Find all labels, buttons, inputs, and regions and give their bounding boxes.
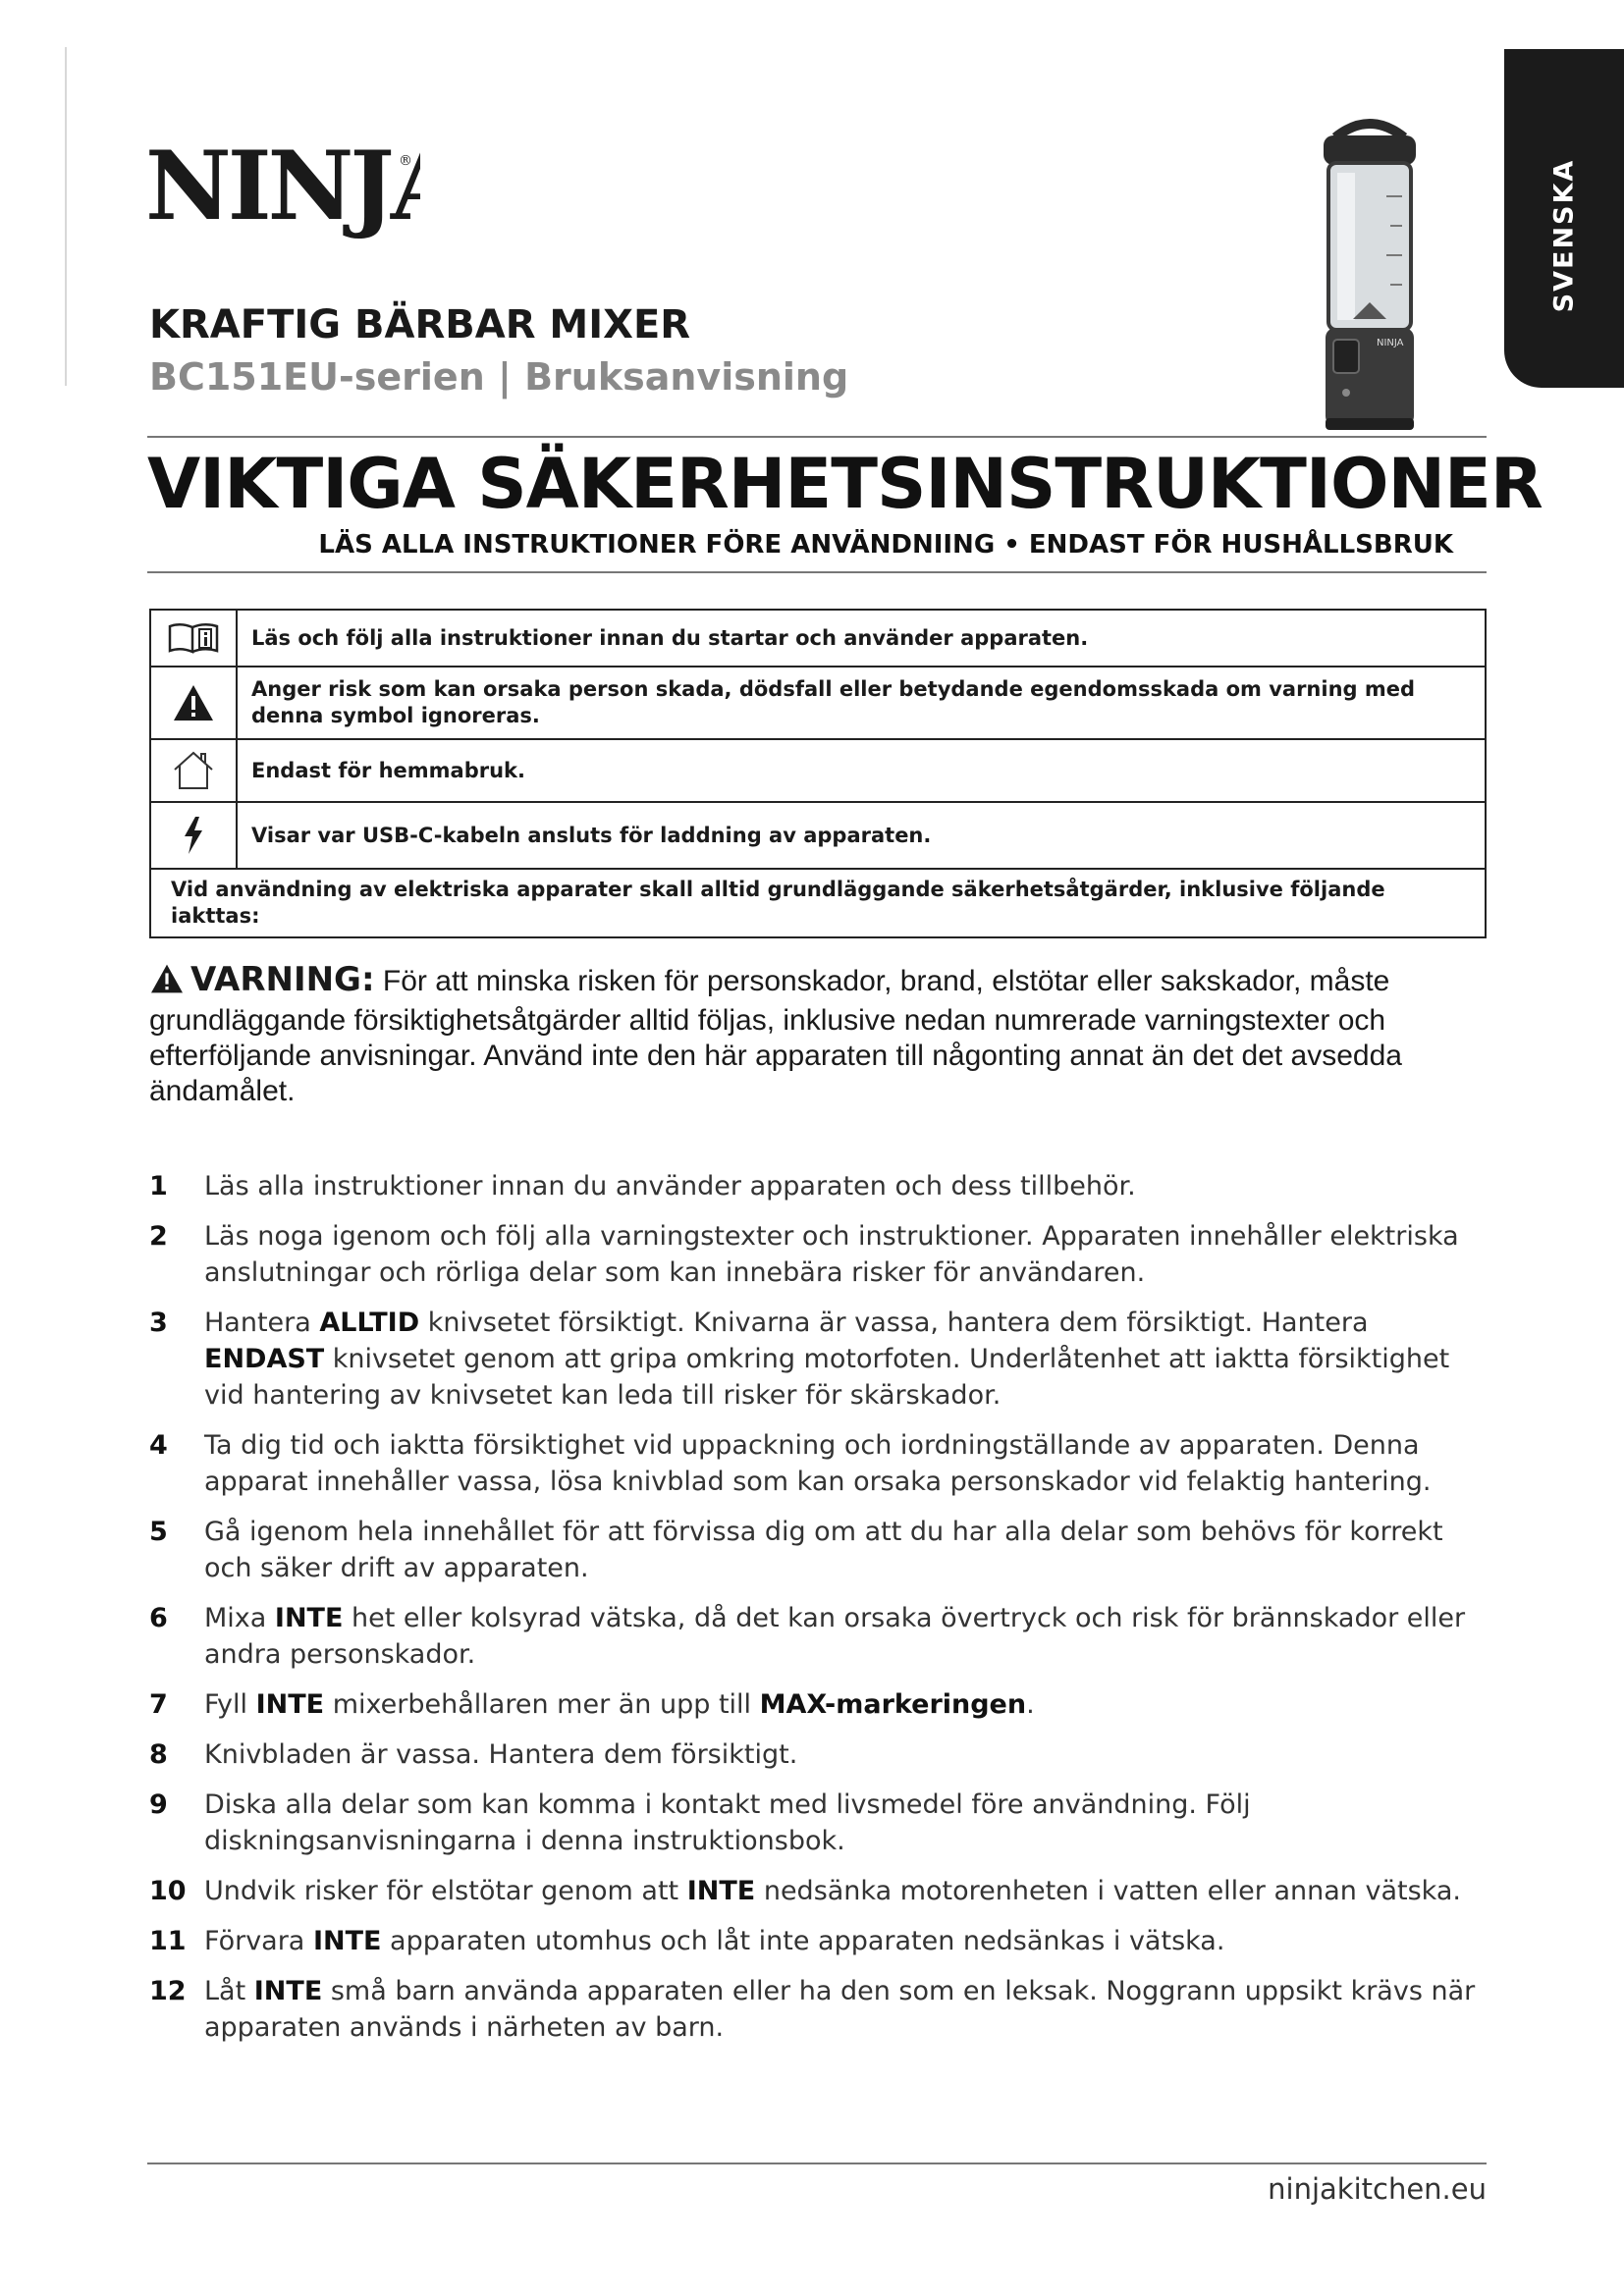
instruction-item bbox=[149, 1686, 1494, 1723]
instruction-number: 4 bbox=[149, 1430, 168, 1461]
symbol-table bbox=[149, 609, 1487, 938]
instruction-emphasis: INTE bbox=[686, 1876, 756, 1906]
warning-triangle-icon bbox=[151, 667, 238, 738]
instruction-text-part: Ta dig tid och iaktta försiktighet vid uppackning och iordningställande av apparaten. Denna apparat innehåller vassa, lösa knivblad som kan orsaka personskador vid felaktig hantering. bbox=[204, 1430, 1432, 1497]
instruction-text-part: Gå igenom hela innehållet för att förvissa dig om att du har alla delar som behövs för korrekt och säker drift av apparaten. bbox=[204, 1517, 1443, 1583]
footer-url: ninjakitchen.eu bbox=[1268, 2172, 1487, 2206]
instruction-number: 1 bbox=[149, 1171, 168, 1201]
warning-text: För att minska risken för personskador, brand, elstötar eller sakskador, måste grundläggande försiktighetsåtgärder alltid följas, inklusive nedan numrerade varningstexter och efterföljande anvisningar. Använd inte den här apparaten till någonting annat än det det avsedda ändamålet. bbox=[149, 965, 1402, 1107]
series-subtitle: BC151EU-serien | Bruksanvisning bbox=[149, 355, 849, 399]
symbol-text: Endast för hemmabruk. bbox=[251, 758, 525, 782]
product-image bbox=[1296, 118, 1443, 442]
instruction-item bbox=[149, 1787, 1494, 1859]
safety-title: VIKTIGA SÄKERHETSINSTRUKTIONER bbox=[147, 444, 1543, 524]
instruction-number: 6 bbox=[149, 1603, 168, 1633]
svg-text:NINJA: NINJA bbox=[1377, 338, 1404, 348]
instruction-text-part: nedsänka motorenheten i vatten eller annan vätska. bbox=[755, 1876, 1461, 1906]
instruction-text-part: Förvara bbox=[204, 1926, 313, 1956]
symbol-text: Anger risk som kan orsaka person skada, dödsfall eller betydande egendomsskada om varning med denna symbol ignoreras. bbox=[251, 677, 1416, 727]
warning-paragraph bbox=[149, 962, 1406, 1109]
svg-text:NINJA: NINJ bbox=[145, 131, 391, 241]
lightning-bolt-icon bbox=[151, 803, 238, 868]
house-icon bbox=[151, 740, 238, 801]
instruction-number: 7 bbox=[149, 1689, 168, 1720]
instruction-text bbox=[204, 1603, 1465, 1670]
instruction-text-part: het eller kolsyrad vätska, då det kan orsaka övertryck och risk för brännskador eller andra personskador. bbox=[204, 1603, 1466, 1670]
symbol-row bbox=[151, 611, 1485, 667]
instruction-text bbox=[204, 1789, 1251, 1856]
instruction-item bbox=[149, 1305, 1494, 1414]
instruction-emphasis: MAX-markeringen bbox=[759, 1689, 1027, 1720]
instruction-item bbox=[149, 1923, 1494, 1959]
instruction-number: 10 bbox=[149, 1876, 187, 1906]
warning-label: VARNING: bbox=[190, 960, 375, 999]
instruction-text-part: Undvik risker för elstötar genom att bbox=[204, 1876, 687, 1906]
symbol-table-footer bbox=[151, 870, 1485, 936]
instruction-list bbox=[149, 1168, 1494, 2046]
instruction-text bbox=[204, 1876, 1461, 1906]
instruction-text-part: . bbox=[1026, 1689, 1035, 1720]
instruction-text bbox=[204, 1689, 1035, 1720]
instruction-text bbox=[204, 1308, 1449, 1411]
instruction-text-part: Fyll bbox=[204, 1689, 256, 1720]
instruction-text-part: Läs noga igenom och följ alla varningstexter och instruktioner. Apparaten innehåller elektriska anslutningar och rörliga delar som kan innebära risker för användaren. bbox=[204, 1221, 1459, 1288]
language-tab bbox=[1504, 49, 1624, 388]
instruction-number: 9 bbox=[149, 1789, 168, 1820]
instruction-text-part: Låt bbox=[204, 1976, 254, 2006]
language-tab-label: SVENSKA bbox=[1548, 158, 1580, 313]
page-margin-line bbox=[65, 47, 67, 386]
warning-triangle-icon bbox=[149, 963, 185, 1003]
header-divider-top bbox=[147, 436, 1487, 438]
instruction-item bbox=[149, 1514, 1494, 1586]
instruction-item bbox=[149, 1427, 1494, 1500]
symbol-text: Visar var USB-C-kabeln ansluts för laddning av apparaten. bbox=[251, 823, 932, 847]
instruction-number: 11 bbox=[149, 1926, 187, 1956]
safety-subtitle: LÄS ALLA INSTRUKTIONER FÖRE ANVÄNDNIING • ENDAST FÖR HUSHÅLLSBRUK bbox=[318, 530, 1453, 560]
instruction-item bbox=[149, 1873, 1494, 1909]
instruction-text-part: Knivbladen är vassa. Hantera dem försiktigt. bbox=[204, 1739, 798, 1770]
instruction-text bbox=[204, 1976, 1475, 2043]
instruction-number: 2 bbox=[149, 1221, 168, 1252]
product-name: KRAFTIG BÄRBAR MIXER bbox=[149, 302, 691, 347]
instruction-number: 3 bbox=[149, 1308, 168, 1338]
footer-divider bbox=[147, 2163, 1487, 2164]
instruction-item bbox=[149, 1600, 1494, 1673]
instruction-text bbox=[204, 1430, 1431, 1497]
instruction-text bbox=[204, 1739, 797, 1770]
ninja-logo bbox=[145, 126, 420, 253]
instruction-text-part: Diska alla delar som kan komma i kontakt med livsmedel före användning. Följ diskningsanvisningarna i denna instruktionsbok. bbox=[204, 1789, 1251, 1856]
svg-text:®: ® bbox=[399, 153, 412, 169]
instruction-emphasis: INTE bbox=[253, 1976, 323, 2006]
instruction-number: 12 bbox=[149, 1976, 187, 2006]
instruction-item bbox=[149, 1218, 1494, 1291]
instruction-emphasis: INTE bbox=[312, 1926, 382, 1956]
instruction-text bbox=[204, 1221, 1459, 1288]
symbol-row bbox=[151, 740, 1485, 803]
instruction-text-part: apparaten utomhus och låt inte apparaten nedsänkas i vätska. bbox=[381, 1926, 1225, 1956]
manual-info-icon bbox=[151, 611, 238, 666]
symbol-text: Läs och följ alla instruktioner innan du startar och använder apparaten. bbox=[251, 625, 1089, 650]
symbol-row bbox=[151, 803, 1485, 870]
instruction-emphasis: ALLTID bbox=[319, 1308, 420, 1338]
instruction-text-part: små barn använda apparaten eller ha den som en leksak. Noggrann uppsikt krävs när apparaten används i närheten av barn. bbox=[204, 1976, 1476, 2043]
instruction-emphasis: INTE bbox=[255, 1689, 325, 1720]
symbol-table-footer-text: Vid användning av elektriska apparater skall alltid grundläggande säkerhetsåtgärder, inklusive följande iakttas: bbox=[171, 878, 1385, 928]
instruction-number: 5 bbox=[149, 1517, 168, 1547]
instruction-emphasis: INTE bbox=[274, 1603, 344, 1633]
instruction-text-part: Hantera bbox=[204, 1308, 320, 1338]
instruction-text bbox=[204, 1926, 1224, 1956]
instruction-text-part: knivsetet försiktigt. Knivarna är vassa, hantera dem försiktigt. Hantera bbox=[419, 1308, 1369, 1338]
instruction-number: 8 bbox=[149, 1739, 168, 1770]
instruction-text bbox=[204, 1171, 1136, 1201]
instruction-item bbox=[149, 1973, 1494, 2046]
instruction-text-part: knivsetet genom att gripa omkring motorfoten. Underlåtenhet att iaktta försiktighet vid hantering av knivsetet kan leda till risker för skärskador. bbox=[204, 1344, 1450, 1411]
symbol-row bbox=[151, 667, 1485, 740]
instruction-item bbox=[149, 1168, 1494, 1204]
header-divider-bottom bbox=[147, 571, 1487, 573]
instruction-text-part: mixerbehållaren mer än upp till bbox=[324, 1689, 760, 1720]
instruction-text-part: Mixa bbox=[204, 1603, 275, 1633]
instruction-text bbox=[204, 1517, 1443, 1583]
instruction-text-part: Läs alla instruktioner innan du använder apparaten och dess tillbehör. bbox=[204, 1171, 1136, 1201]
instruction-emphasis: ENDAST bbox=[204, 1344, 325, 1374]
instruction-item bbox=[149, 1736, 1494, 1773]
